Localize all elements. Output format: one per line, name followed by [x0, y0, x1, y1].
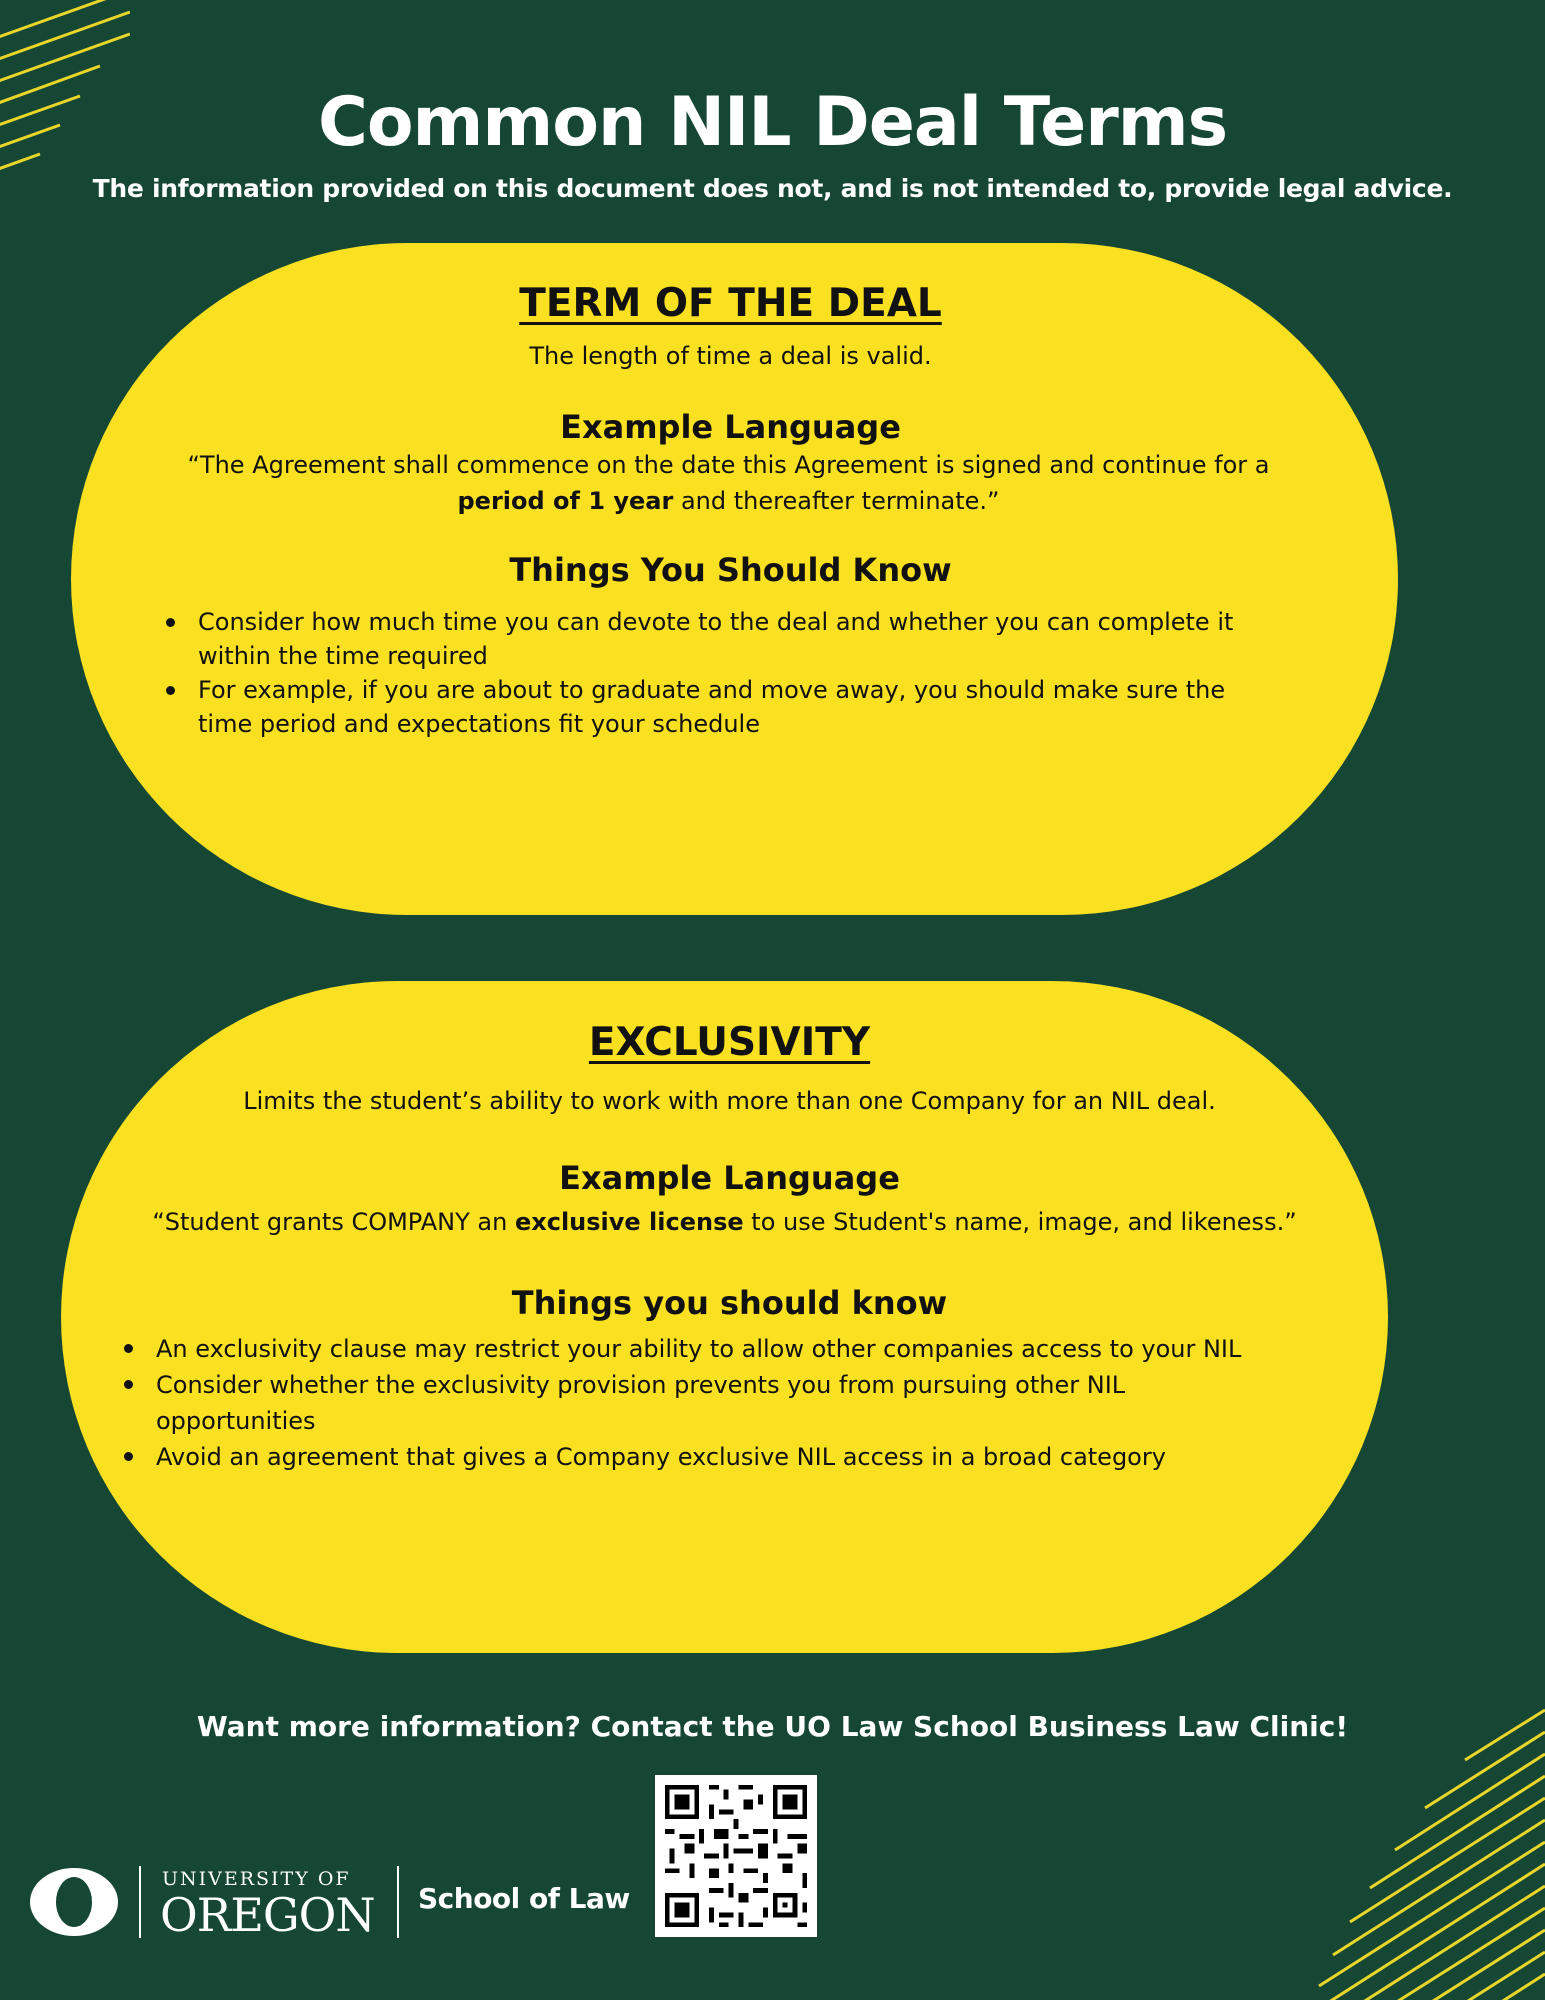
- list-item: Avoid an agreement that gives a Company exclusive NIL access in a broad category: [116, 1439, 1281, 1475]
- oregon-wordmark: OREGON: [160, 1888, 375, 1942]
- example-language-quote: “Student grants COMPANY an exclusive license to use Student's name, image, and likeness.”: [152, 1208, 1297, 1236]
- example-bold-term: exclusive license: [514, 1208, 744, 1236]
- school-of-law-text: School of Law: [418, 1882, 630, 1915]
- things-to-know-heading: Things You Should Know: [509, 551, 952, 589]
- example-language-heading: Example Language: [560, 408, 901, 446]
- page-title: Common NIL Deal Terms: [317, 83, 1228, 162]
- term-of-the-deal-card: [71, 243, 1398, 915]
- example-bold-term: period of 1 year: [457, 487, 674, 515]
- qr-code-icon[interactable]: [655, 1775, 817, 1937]
- section-definition: Limits the student’s ability to work with more than one Company for an NIL deal.: [243, 1087, 1216, 1115]
- example-language-heading: Example Language: [559, 1159, 900, 1197]
- oregon-o-logo-icon: [28, 1866, 120, 1938]
- logo-divider: [139, 1866, 141, 1938]
- logo-divider: [397, 1866, 399, 1938]
- decorative-stripes-bottom-right: [1305, 1700, 1545, 2000]
- list-item: Consider how much time you can devote to the deal and whether you can complete it within the time required: [158, 605, 1248, 673]
- list-item: For example, if you are about to graduate and move away, you should make sure the time period and expectations fit your schedule: [158, 673, 1248, 741]
- contact-message: Want more information? Contact the UO Law School Business Law Clinic!: [196, 1710, 1349, 1743]
- list-item: An exclusivity clause may restrict your ability to allow other companies access to your NIL: [116, 1331, 1281, 1367]
- university-of-text: UNIVERSITY OF: [162, 1868, 351, 1890]
- legal-disclaimer: The information provided on this document does not, and is not intended to, provide legal advice.: [92, 174, 1453, 203]
- things-to-know-heading: Things you should know: [511, 1284, 948, 1322]
- things-to-know-list: [116, 1331, 1281, 1475]
- section-definition: The length of time a deal is valid.: [529, 342, 932, 370]
- things-to-know-list: [158, 605, 1248, 741]
- list-item: Consider whether the exclusivity provision prevents you from pursuing other NIL opportunities: [116, 1367, 1281, 1439]
- section-heading: TERM OF THE DEAL: [519, 281, 942, 326]
- section-heading: EXCLUSIVITY: [588, 1020, 871, 1065]
- exclusivity-card: [61, 981, 1388, 1653]
- example-language-quote: “The Agreement shall commence on the date this Agreement is signed and continue for a period of 1 year and thereafter terminate.”: [187, 451, 1270, 515]
